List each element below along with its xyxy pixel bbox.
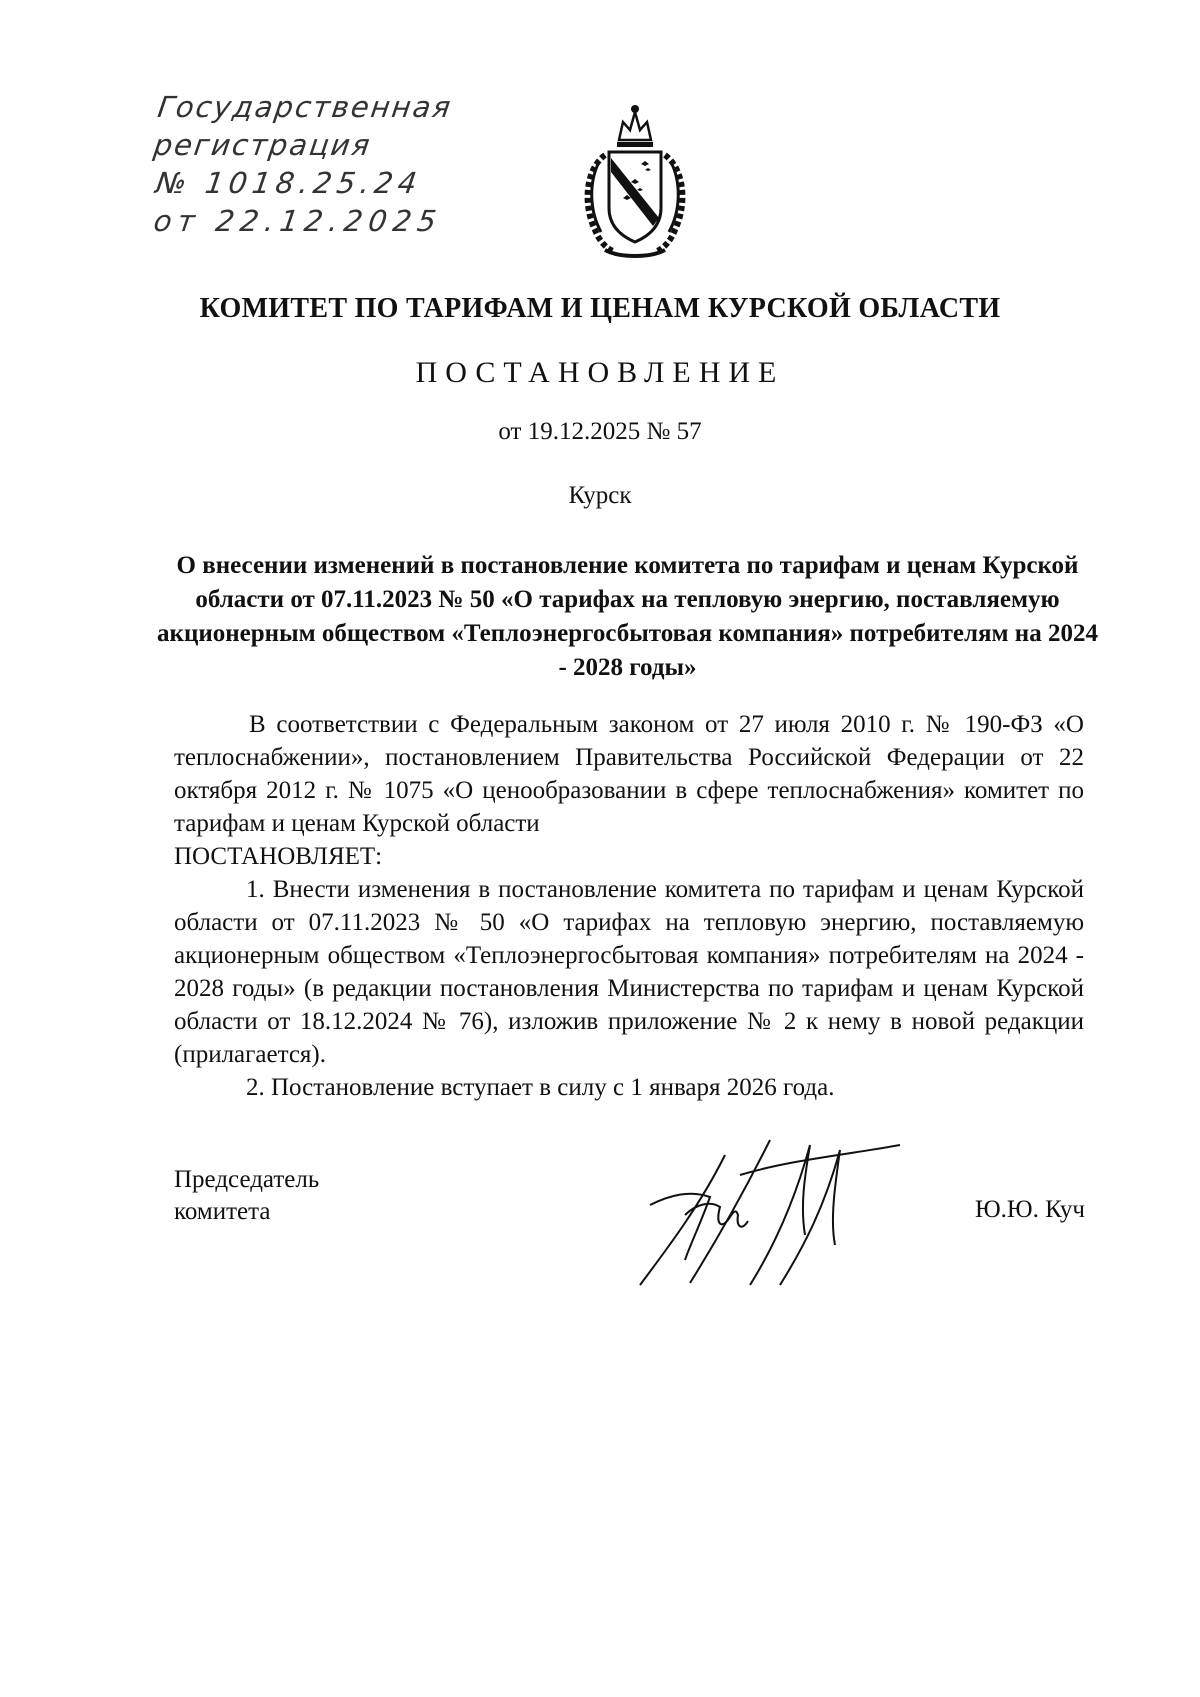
document-type: ПОСТАНОВЛЕНИЕ bbox=[415, 356, 785, 389]
registration-note-line: от 22.12.2025 bbox=[151, 204, 445, 238]
registration-note-line: Государственная bbox=[155, 90, 455, 124]
committee-name: КОМИТЕТ ПО ТАРИФАМ И ЦЕНАМ КУРСКОЙ ОБЛАСТИ bbox=[199, 293, 1001, 324]
resolves-heading: ПОСТАНОВЛЯЕТ: bbox=[174, 843, 383, 870]
signatory-position-line: Председатель bbox=[174, 1166, 320, 1193]
signatory-position bbox=[174, 1164, 319, 1228]
kursk-coat-of-arms-icon bbox=[575, 100, 695, 260]
resolution-item-1: 1. Внести изменения в постановление комитета по тарифам и ценам Курской области от 07.11.2023 № 50 «О тарифах на тепловую энергию, поставляемую акционерным обществом «Теплоэнергосбытовая компания» потребителям на 2024 - 2028 годы» (в редакции постановления Министерства по тарифам и ценам Курской области от 18.12.2024 № 76), изложив приложение № 2 к нему в новой редакции (прилагается). bbox=[174, 876, 1084, 1068]
preamble-paragraph: В соответствии с Федеральным законом от 27 июля 2010 г. № 190-ФЗ «О теплоснабжении», постановлением Правительства Российской Федерации от 22 октября 2012 г. № 1075 «О ценообразовании в сфере теплоснабжения» комитет по тарифам и ценам Курской области bbox=[174, 711, 1084, 837]
handwritten-signature bbox=[630, 1135, 910, 1295]
resolution-item-2: 2. Постановление вступает в силу с 1 января 2026 года. bbox=[246, 1074, 835, 1101]
document-date-number: от 19.12.2025 № 57 bbox=[498, 418, 702, 445]
signatory-name: Ю.Ю. Куч bbox=[974, 1196, 1085, 1223]
signatory-position-line: комитета bbox=[174, 1198, 271, 1225]
registration-handwritten-note bbox=[151, 88, 478, 240]
registration-note-line: № 1018.25.24 bbox=[153, 166, 424, 200]
document-city: Курск bbox=[568, 482, 632, 509]
document-body bbox=[174, 708, 1084, 1104]
registration-note-line: регистрация bbox=[151, 128, 374, 162]
document-title: О внесении изменений в постановление комитета по тарифам и ценам Курской области от 07.11.2023 № 50 «О тарифах на тепловую энергию, поставляемую акционерным обществом «Теплоэнергосбытовая компания» потребителям на 2024 - 2028 годы» bbox=[157, 552, 1098, 681]
